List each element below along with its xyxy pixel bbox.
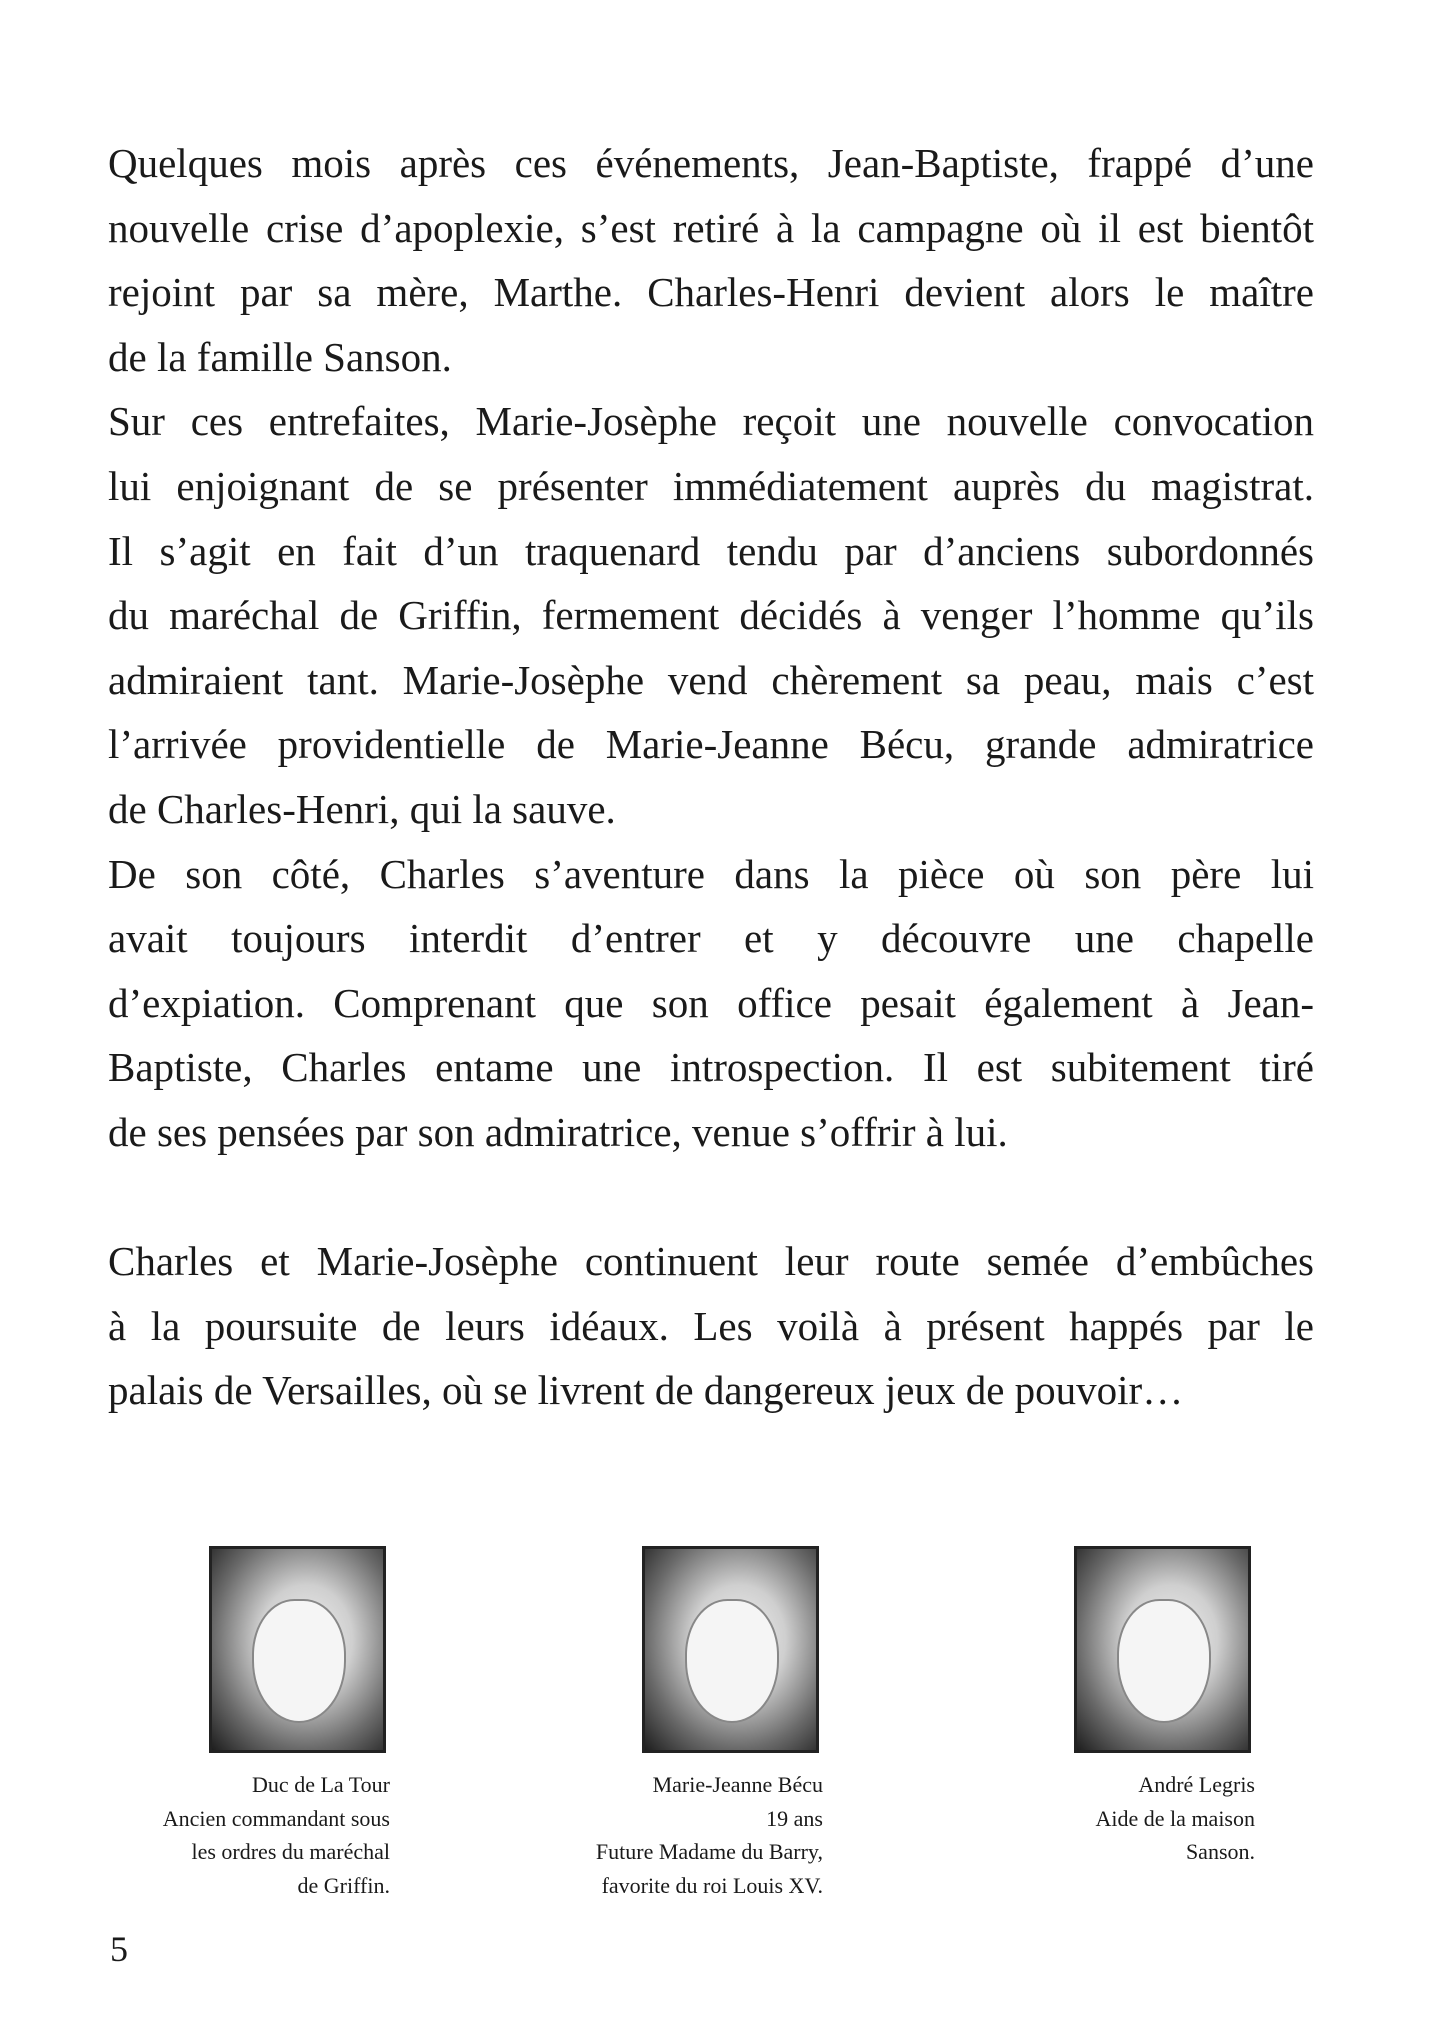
text-line: de la famille Sanson. — [108, 333, 452, 380]
text-line: admiraient tant. Marie-Josèphe vend chèrement sa peau, mais c’est — [108, 656, 1314, 703]
text-line: Sur ces entrefaites, Marie-Josèphe reçoit une nouvelle convocation — [108, 398, 1314, 445]
caption-line: les ordres du maréchal — [191, 1839, 390, 1864]
text-line: De son côté, Charles s’aventure dans la pièce où son père lui — [108, 850, 1314, 897]
portrait-marie-jeanne-becu — [642, 1546, 819, 1753]
caption-line: favorite du roi Louis XV. — [601, 1872, 823, 1898]
caption-marie-jeanne-becu — [423, 1768, 823, 1902]
text-line: d’expiation. Comprenant que son office pesait également à Jean- — [108, 979, 1314, 1026]
text-line: lui enjoignant de se présenter immédiatement auprès du magistrat. — [108, 463, 1314, 509]
portrait-andre-legris — [1074, 1546, 1251, 1753]
text-line: de Charles-Henri, qui la sauve. — [108, 786, 616, 832]
caption-line: Aide de la maison — [1095, 1805, 1255, 1831]
text-line: l’arrivée providentielle de Marie-Jeanne Bécu, grande admiratrice — [108, 721, 1314, 768]
caption-andre-legris — [855, 1768, 1255, 1869]
caption-line: de Griffin. — [297, 1872, 390, 1898]
text-line: rejoint par sa mère, Marthe. Charles-Henri devient alors le maître — [108, 269, 1314, 316]
text-line: Charles et Marie-Josèphe continuent leur route semée d’embûches — [108, 1238, 1314, 1285]
caption-line: Marie-Jeanne Bécu — [652, 1772, 823, 1797]
text-line: avait toujours interdit d’entrer et y découvre une chapelle — [108, 915, 1314, 962]
text-line: Quelques mois après ces événements, Jean-Baptiste, frappé d’une — [108, 140, 1314, 186]
text-line: à la poursuite de leurs idéaux. Les voilà à présent happés par le — [108, 1302, 1314, 1349]
text-line: nouvelle crise d’apoplexie, s’est retiré à la campagne où il est bientôt — [108, 204, 1314, 251]
text-line: de ses pensées par son admiratrice, venue s’offrir à lui. — [108, 1109, 1008, 1155]
text-line: Il s’agit en fait d’un traquenard tendu par d’anciens subordonnés — [108, 527, 1314, 574]
text-line: du maréchal de Griffin, fermement décidés à venger l’homme qu’ils — [108, 592, 1314, 639]
text-line: palais de Versailles, où se livrent de dangereux jeux de pouvoir… — [108, 1367, 1184, 1414]
caption-line: Ancien commandant sous — [162, 1805, 390, 1831]
caption-line: Sanson. — [1185, 1839, 1255, 1864]
caption-duc-de-la-tour — [0, 1768, 390, 1902]
caption-line: André Legris — [1138, 1772, 1255, 1797]
portrait-duc-de-la-tour — [209, 1546, 386, 1753]
caption-line: Future Madame du Barry, — [595, 1839, 823, 1864]
page-number: 5 — [110, 1929, 128, 1969]
caption-line: Duc de La Tour — [252, 1772, 390, 1797]
text-line: Baptiste, Charles entame une introspection. Il est subitement tiré — [108, 1044, 1314, 1091]
caption-line: 19 ans — [766, 1805, 823, 1831]
